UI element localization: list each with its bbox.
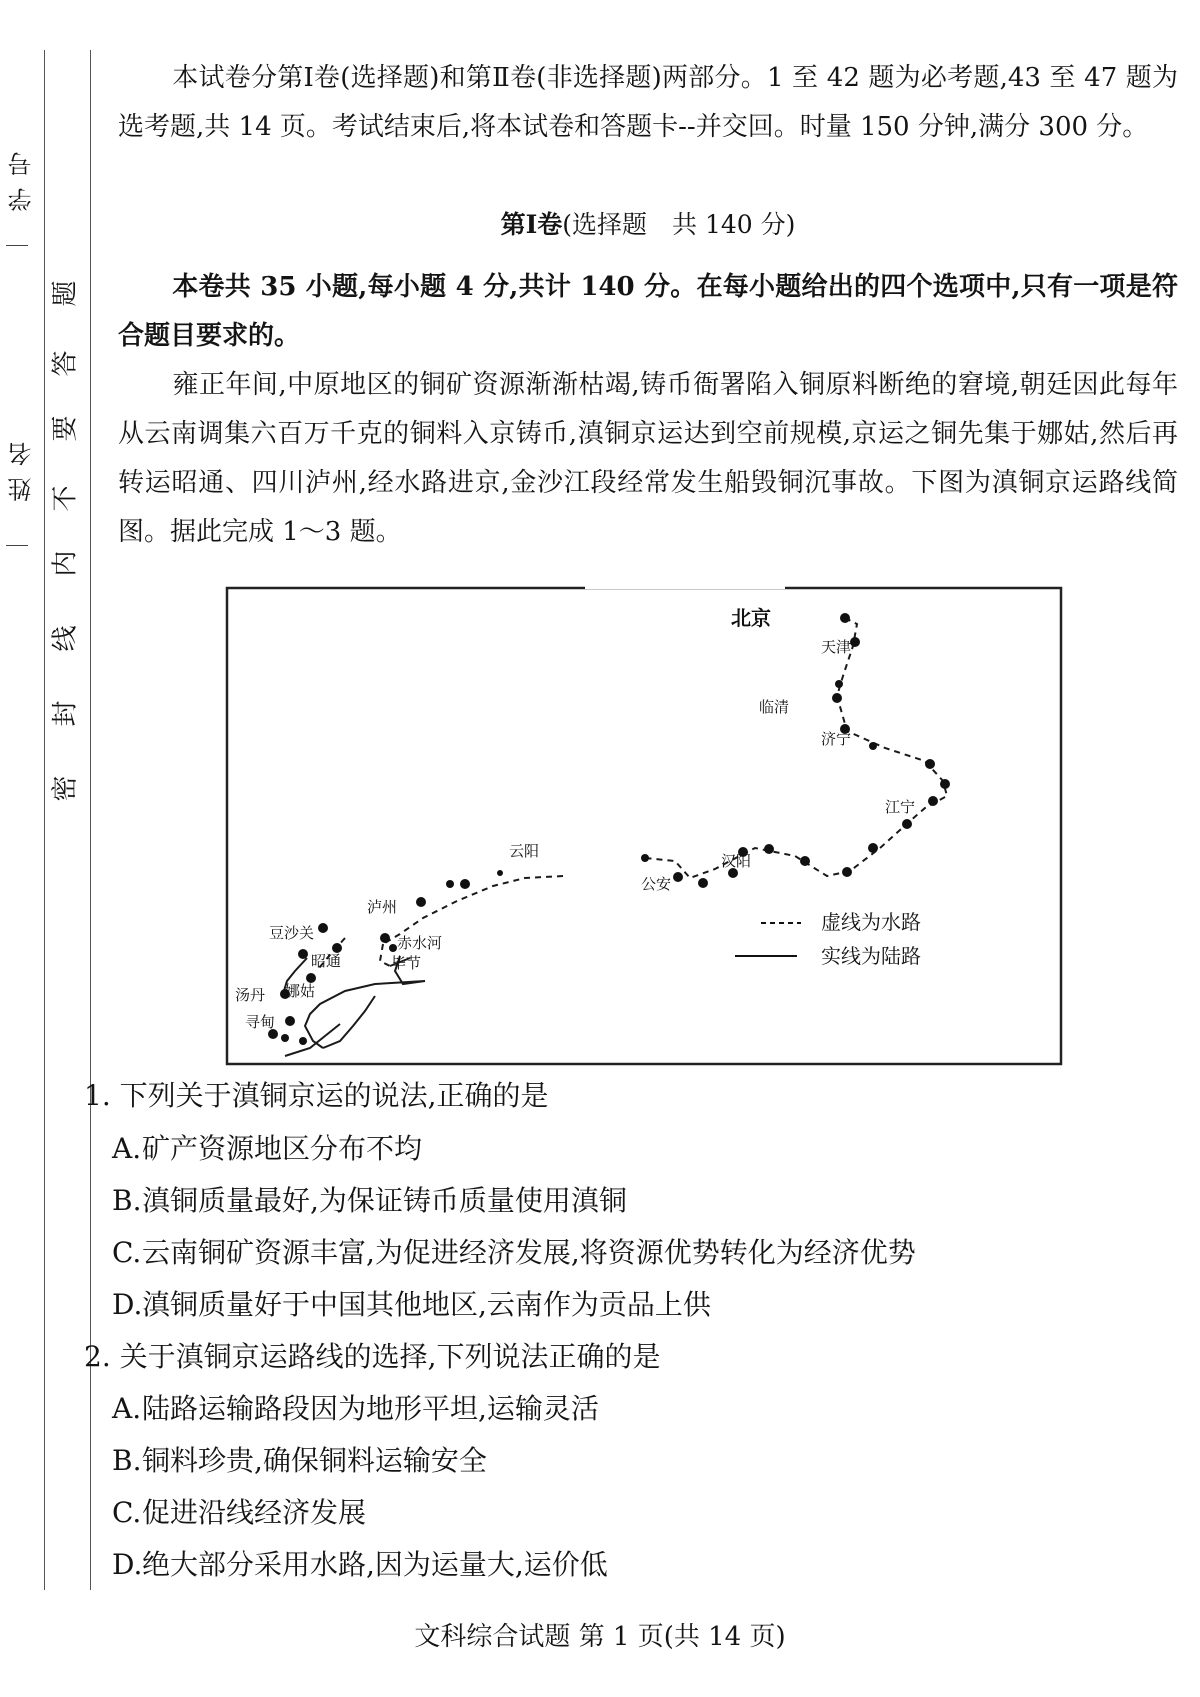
copper-route-map	[225, 586, 1063, 1066]
question-2-option-c[interactable]	[112, 1493, 366, 1533]
question-1-option-a[interactable]	[112, 1129, 422, 1169]
option-text: 陆路运输路段因为地形平坦,运输灵活	[142, 1392, 599, 1425]
option-text: 云南铜矿资源丰富,为促进经济发展,将资源优势转化为经济优势	[142, 1236, 916, 1269]
instruction-text: 本卷共 35 小题,每小题 4 分,共计 140 分。在每小题给出的四个选项中,只有一项是符合题目要求的。	[118, 272, 1178, 351]
option-tag: D.	[112, 1548, 143, 1581]
option-tag: B.	[112, 1184, 142, 1217]
seal-char: 内	[50, 550, 81, 577]
label-linqing: 临清	[759, 698, 790, 716]
seal-char: 要	[50, 415, 81, 442]
question-1-option-d[interactable]	[112, 1285, 711, 1325]
label-hanyang: 汉阳	[721, 852, 752, 870]
page-footer: 文科综合试题 第 1 页(共 14 页)	[414, 1622, 786, 1652]
section-title-main: 第Ⅰ卷	[500, 210, 563, 239]
question-2-option-d[interactable]	[112, 1545, 608, 1585]
question-2-stem: 2. 关于滇铜京运路线的选择,下列说法正确的是	[84, 1340, 661, 1373]
question-2-option-b[interactable]	[112, 1441, 487, 1481]
legend-land-label: 实线为陆路	[821, 944, 921, 968]
option-tag: A.	[112, 1132, 142, 1165]
seal-char: 封	[50, 700, 81, 727]
intro-paragraph	[118, 54, 1178, 152]
intro-text: 本试卷分第Ⅰ卷(选择题)和第Ⅱ卷(非选择题)两部分。1 至 42 题为必考题,43 至 47 题为选考题,共 14 页。考试结束后,将本试卷和答题卡--并交回。时量 150 分钟,满分 300 分。	[118, 63, 1178, 142]
option-tag: D.	[112, 1288, 143, 1321]
option-text: 滇铜质量好于中国其他地区,云南作为贡品上供	[142, 1288, 711, 1321]
passage-text: 雍正年间,中原地区的铜矿资源渐渐枯竭,铸币衙署陷入铜原料断绝的窘境,朝廷因此每年从云南调集六百万千克的铜料入京铸币,滇铜京运达到空前规模,京运之铜先集于娜姑,然后再转运昭通、四川泸州,经水路进京,金沙江段经常发生船毁铜沉事故。下图为滇铜京运路线简图。据此完成 1～3 题。	[118, 370, 1178, 547]
question-2-option-a[interactable]	[112, 1389, 599, 1429]
label-nagu: 娜姑	[285, 982, 316, 1000]
label-yunyang: 云阳	[509, 842, 540, 860]
option-text: 矿产资源地区分布不均	[142, 1132, 423, 1165]
student-id-label: 学 号	[8, 150, 36, 212]
label-doushaguan: 豆沙关	[269, 924, 315, 942]
section-title-sub: (选择题 共 140 分)	[562, 210, 796, 239]
legend-water-label: 虚线为水路	[821, 910, 921, 934]
label-chishuihe: 赤水河	[397, 934, 443, 952]
option-text: 绝大部分采用水路,因为运量大,运价低	[142, 1548, 608, 1581]
passage-paragraph	[118, 361, 1178, 557]
map-frame	[227, 588, 1061, 1064]
label-jiangning: 江宁	[885, 798, 916, 816]
label-luzhou: 泸州	[367, 898, 398, 916]
option-tag: C.	[112, 1236, 142, 1269]
label-tianjin: 天津	[821, 638, 852, 656]
label-zhaotong: 昭通	[311, 952, 342, 970]
seal-char: 线	[50, 625, 81, 652]
label-bijie: 毕节	[391, 954, 422, 972]
name-label: 姓 名	[8, 440, 36, 502]
instruction-paragraph	[118, 263, 1178, 361]
option-text: 滇铜质量最好,为保证铸币质量使用滇铜	[142, 1184, 627, 1217]
label-xundian: 寻甸	[245, 1013, 276, 1031]
label-beijing: 北京	[731, 606, 771, 630]
label-gongan: 公安	[641, 875, 672, 893]
question-1-stem: 1. 下列关于滇铜京运的说法,正确的是	[84, 1079, 549, 1112]
name-blank	[6, 545, 28, 546]
option-tag: B.	[112, 1444, 142, 1477]
seal-char: 答	[50, 350, 81, 377]
option-text: 促进沿线经济发展	[142, 1496, 367, 1529]
question-1-option-b[interactable]	[112, 1181, 627, 1221]
student-id-blank	[6, 245, 28, 246]
question-1-option-c[interactable]	[112, 1233, 916, 1273]
option-tag: C.	[112, 1496, 142, 1529]
seal-char: 密	[50, 775, 81, 802]
label-tangdan: 汤丹	[235, 986, 266, 1004]
option-tag: A.	[112, 1392, 142, 1425]
label-jining: 济宁	[821, 730, 852, 748]
section-title	[118, 205, 1178, 241]
seal-char: 题	[50, 280, 81, 307]
seal-char: 不	[50, 485, 81, 512]
option-text: 铜料珍贵,确保铜料运输安全	[142, 1444, 487, 1477]
